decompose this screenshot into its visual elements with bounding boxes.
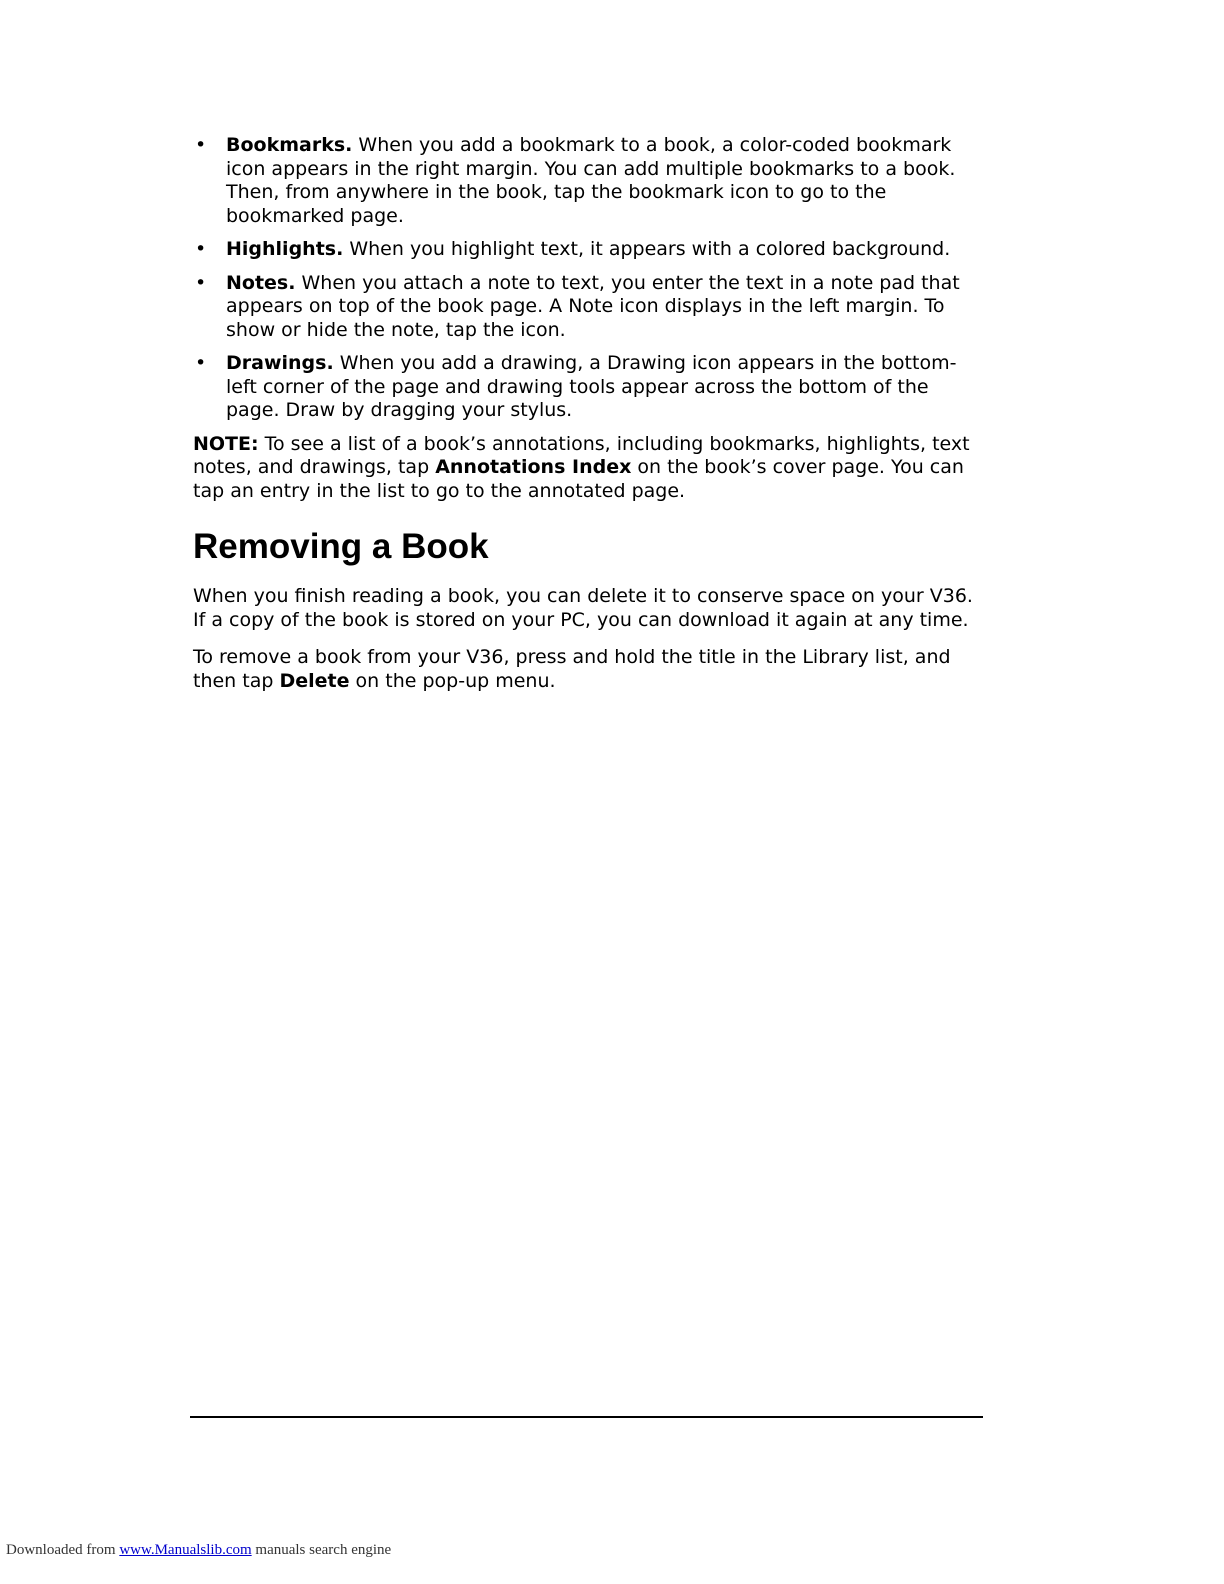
para2-text-after: on the pop-up menu.	[349, 669, 556, 692]
section-paragraph-2	[193, 646, 983, 693]
bullet-icon: •	[195, 238, 207, 260]
list-item	[193, 272, 983, 343]
bullet-text: When you add a bookmark to a book, a color-coded bookmark icon appears in the right margin. You can add multiple bookmarks to a book. Then, from anywhere in the book, tap the bookmark icon to go to the bookmarked page.	[226, 134, 956, 227]
bullet-icon: •	[195, 271, 207, 294]
bullet-text: When you attach a note to text, you enter the text in a note pad that appears on top of the book page. A Note icon displays in the left margin. To show or hide the note, tap the icon.	[226, 271, 960, 341]
note-text-1: To see a list of a book’s annotations, including bookmarks, highlights, text notes, and drawings, tap	[193, 432, 970, 478]
section-paragraph-1: When you finish reading a book, you can delete it to conserve space on your V36. If a copy of the book is stored on your PC, you can download it again at any time.	[193, 585, 973, 631]
annotation-list	[193, 134, 983, 423]
page-content	[193, 134, 983, 693]
bullet-text: When you add a drawing, a Drawing icon appears in the bottom-left corner of the page and drawing tools appear across the bottom of the page. Draw by dragging your stylus.	[226, 352, 957, 421]
bullet-icon: •	[195, 352, 207, 374]
list-item	[193, 238, 983, 262]
bullet-term: Highlights.	[226, 238, 344, 260]
bullet-term: Bookmarks.	[226, 134, 353, 156]
note-paragraph	[193, 433, 983, 504]
note-bold-term: Annotations Index	[435, 456, 632, 478]
bullet-term: Drawings.	[226, 352, 334, 374]
bullet-text: When you highlight text, it appears with a colored background.	[343, 238, 951, 260]
footer-rule	[190, 1416, 983, 1418]
list-item	[193, 352, 983, 423]
bullet-term: Notes.	[226, 271, 296, 294]
manualslib-link[interactable]: www.Manualslib.com	[119, 1542, 252, 1558]
section-heading: Removing a Book	[193, 527, 489, 566]
footer-suffix: manuals search engine	[251, 1542, 392, 1558]
download-footer	[6, 1542, 391, 1559]
list-item	[193, 134, 983, 228]
delete-term: Delete	[279, 669, 350, 692]
para2-text-before: To remove a book from your V36, press and hold the title in the Library list, and then tap	[193, 646, 951, 692]
note-text-2: on the book’s cover page. You can tap an entry in the list to go to the annotated page.	[193, 456, 964, 502]
note-label: NOTE:	[193, 432, 259, 455]
bullet-icon: •	[195, 134, 207, 156]
footer-prefix: Downloaded from	[6, 1542, 120, 1558]
